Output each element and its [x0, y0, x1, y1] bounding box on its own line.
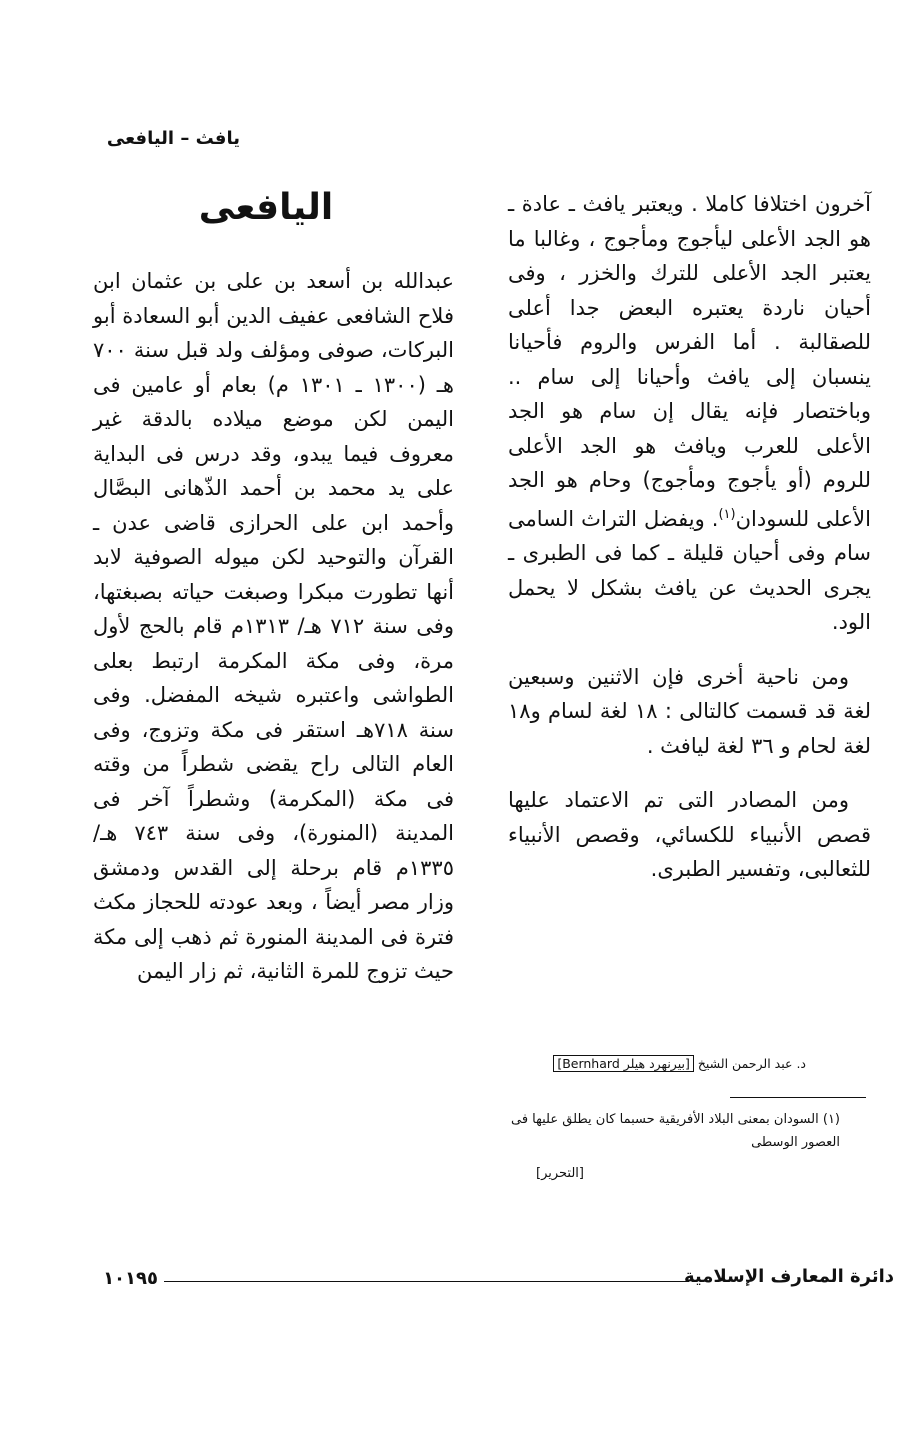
author-source: [بيرنهرد هيلر Bernhard] [553, 1055, 694, 1072]
author-name: د. عبد الرحمن الشيخ [697, 1056, 806, 1071]
editor-note: [التحرير] [536, 1166, 584, 1181]
footer-divider [164, 1281, 689, 1282]
article-paragraph: عبدالله بن أسعد بن على بن عثمان ابن فلاح الشافعى عفيف الدين أبو السعادة أبو البركات، صوفى ومؤلف ولد قبل سنة ٧٠٠ هـ (١٣٠٠ ـ ١٣٠١ م) بعام أو عامين فى اليمن لكن موضع ميلاده بالدقة غير معروف فيما يبدو، وقد درس فى البداية على يد محمد بن أحمد الذّهانى البصَّال وأحمد ابن على الحرازى قاضى عدن ـ القرآن والتوحيد لكن ميوله الصوفية لابد أنها تطورت مبكرا وصبغت حياته بصبغتها، وفى سنة ٧١٢ هـ/ ١٣١٣م قام بالحج لأول مرة، وفى مكة المكرمة ارتبط بعلى الطواشى واعتبره شيخه المفضل. وفى سنة ٧١٨هـ استقر فى مكة وتزوج، وفى العام التالى راح يقضى شطراً من وقته فى مكة (المكرمة) وشطراً آخر فى المدينة (المنورة)، وفى سنة ٧٤٣ هـ/ ١٣٣٥م قام برحلة إلى القدس ودمشق وزار مصر أيضاً ، وبعد عودته للحجاز مكث فترة فى المدينة المنورة ثم ذهب إلى مكة حيث تزوج للمرة الثانية، ثم زار اليمن [93, 269, 454, 983]
article-paragraph: ومن ناحية أخرى فإن الاثنين وسبعين لغة قد قسمت كالتالى : ١٨ لغة لسام و١٨ لغة لحام و ٣٦ لغة ليافث . [508, 664, 871, 758]
footnote-divider [730, 1097, 866, 1098]
running-head: يافث – اليافعى [106, 128, 240, 149]
article-paragraph [508, 187, 871, 640]
paragraph-text: . ويفضل التراث السامى سام وفى أحيان قليلة ـ كما فى الطبرى ـ يجرى الحديث عن يافث بشكل لا يحمل الود. [508, 506, 871, 634]
article-title: اليافعى [198, 187, 334, 228]
article-paragraph: ومن المصادر التى تم الاعتماد عليها قصص الأنبياء للكسائي، وقصص الأنبياء للثعالبى، وتفسير الطبرى. [508, 788, 871, 881]
footer-journal-title: دائرة المعارف الإسلامية [683, 1266, 894, 1287]
page-number: ١٠١٩٥ [103, 1268, 158, 1289]
footnote: (١) السودان بمعنى البلاد الأفريقية حسبما كان يطلق عليها فى العصور الوسطى [510, 1112, 840, 1150]
right-column [508, 187, 871, 887]
author-credit [514, 1056, 806, 1071]
left-column [93, 264, 454, 989]
footnote-reference: (١) [718, 506, 736, 522]
paragraph-text: آخرون اختلافا كاملا . ويعتبر يافث ـ عادة ـ هو الجد الأعلى ليأجوج ومأجوج ، وغالبا ما يعتبر الجد الأعلى للترك والخزر ، وفى أحيان ناردة يعتبره البعض جدا أعلى للصقالبة . أما الفرس والروم فأحيانا ينسبان إلى يافث وأحيانا إلى سام .. وباختصار فإنه يقال إن سام هو الجد الأعلى للعرب ويافث هو الجد الأعلى للروم (أو يأجوج ومأجوج) وحام هو الجد الأعلى للسودان [508, 192, 871, 531]
